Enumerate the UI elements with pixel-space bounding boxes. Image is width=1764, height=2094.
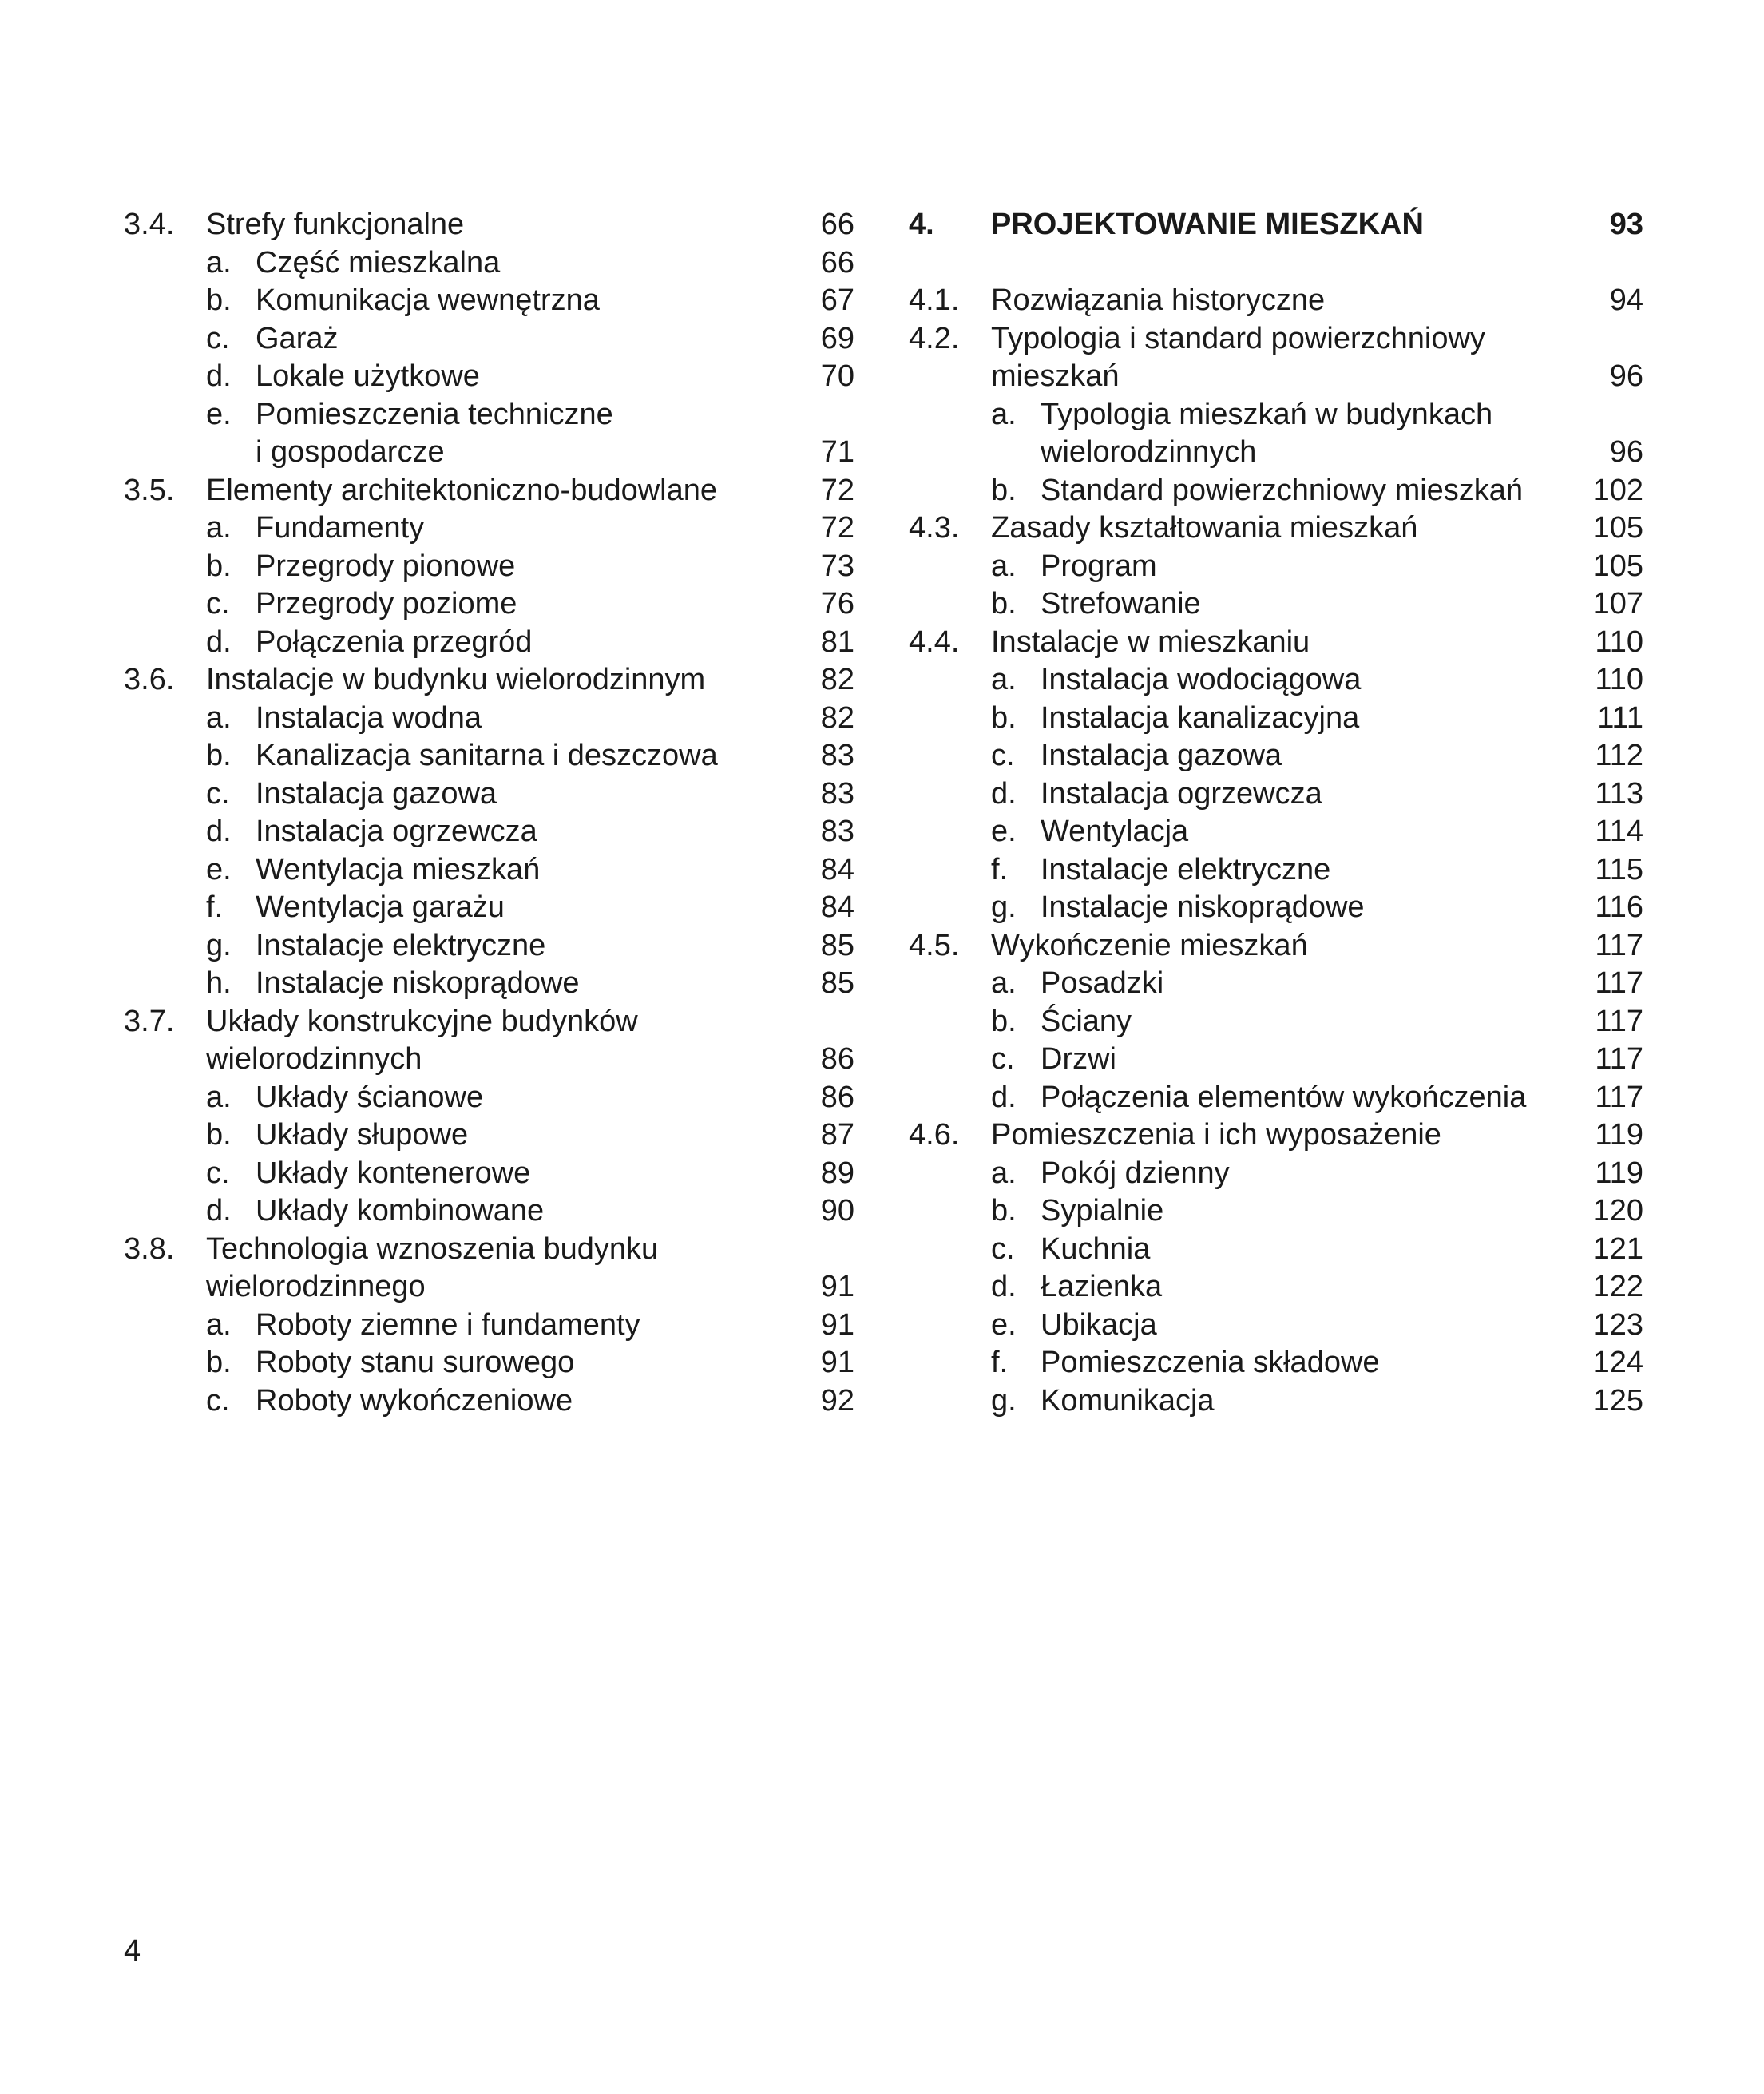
toc-entry-page: 84 <box>820 890 854 924</box>
toc-entry-letter: d. <box>206 815 232 848</box>
toc-entry-page: 89 <box>820 1156 854 1190</box>
toc-entry-letter: a. <box>206 1307 232 1342</box>
toc-entry-title: Wentylacja mieszkań <box>256 852 541 886</box>
toc-entry-page: 117 <box>1595 1042 1643 1076</box>
toc-entry-page: 66 <box>820 208 854 241</box>
toc-subentry <box>909 1344 1643 1382</box>
toc-entry-page: 82 <box>820 700 854 735</box>
toc-entry-letter: d. <box>991 1080 1017 1114</box>
toc-entry-title: Instalacje niskoprądowe <box>1041 890 1365 924</box>
toc-entry-page: 67 <box>820 284 854 317</box>
toc-entry-title: Część mieszkalna <box>256 245 501 280</box>
toc-entry-number: 3.7. <box>124 1004 175 1038</box>
toc-entry-letter: b. <box>206 549 232 583</box>
toc-subentry <box>124 585 854 624</box>
toc-subentry <box>909 661 1643 700</box>
toc-entry-number: 4.5. <box>909 928 960 962</box>
toc-entry-letter: c. <box>991 1231 1015 1266</box>
toc-entry-letter: a. <box>991 397 1017 431</box>
toc-entry-title: Przegrody pionowe <box>256 549 516 583</box>
toc-entry-page: 111 <box>1597 700 1643 735</box>
toc-subentry <box>909 472 1643 510</box>
toc-entry-title: i gospodarcze <box>256 435 445 469</box>
toc-subentry <box>124 927 854 966</box>
toc-entry-page: 91 <box>820 1270 854 1303</box>
toc-entry-page: 86 <box>820 1042 854 1076</box>
toc-entry-letter: a. <box>991 966 1017 1000</box>
toc-entry-title: Instalacja wodociągowa <box>1041 663 1362 696</box>
toc-entry-letter: c. <box>206 321 230 355</box>
toc-entry-title: Instalacja gazowa <box>256 776 497 811</box>
toc-entry-number: 4.6. <box>909 1118 960 1152</box>
toc-entry-letter: b. <box>991 1194 1017 1227</box>
toc-subentry <box>909 813 1643 851</box>
toc-chapter-heading <box>909 206 1643 244</box>
toc-subentry <box>909 1307 1643 1345</box>
toc-entry-page: 107 <box>1592 587 1643 621</box>
toc-entry-title: Instalacja wodna <box>256 700 482 735</box>
toc-entry-page: 81 <box>820 625 854 659</box>
toc-entry-title: Instalacje elektryczne <box>1041 852 1331 886</box>
toc-subentry <box>124 1344 854 1382</box>
toc-entry-letter: e. <box>206 397 232 431</box>
toc-entry-page: 72 <box>820 511 854 545</box>
toc-entry-title: Ubikacja <box>1041 1307 1157 1342</box>
toc-entry-page: 85 <box>820 928 854 962</box>
toc-entry-letter: e. <box>991 1307 1017 1342</box>
toc-entry-letter: b. <box>991 700 1017 735</box>
toc-entry-title: Drzwi <box>1041 1042 1116 1076</box>
toc-entry-page: 110 <box>1595 625 1643 659</box>
toc-section-entry <box>124 1231 854 1269</box>
toc-entry-title: Rozwiązania historyczne <box>991 284 1326 317</box>
toc-entry-page: 83 <box>820 739 854 772</box>
toc-entry-letter: c. <box>206 776 230 811</box>
toc-section-entry <box>909 624 1643 662</box>
toc-entry-page: 114 <box>1595 815 1643 848</box>
toc-section-entry <box>124 661 854 700</box>
toc-entry-letter: b. <box>206 284 232 317</box>
toc-entry-title: Ściany <box>1041 1004 1132 1038</box>
toc-subentry <box>909 1382 1643 1421</box>
toc-entry-title: Garaż <box>256 321 339 355</box>
toc-entry-page: 94 <box>1609 284 1643 317</box>
toc-entry-title: Pomieszczenia techniczne <box>256 397 613 431</box>
toc-entry-letter: a. <box>206 700 232 735</box>
toc-entry-title: Układy konstrukcyjne budynków <box>206 1004 638 1038</box>
toc-subentry <box>124 396 854 434</box>
toc-section-entry <box>124 1268 854 1307</box>
toc-entry-letter: b. <box>991 1004 1017 1038</box>
page-number: 4 <box>124 1934 141 1968</box>
toc-entry-letter: b. <box>991 587 1017 621</box>
toc-entry-title: Wentylacja <box>1041 815 1189 848</box>
toc-entry-letter: d. <box>206 359 232 393</box>
toc-subentry <box>124 889 854 927</box>
toc-entry-letter: h. <box>206 966 232 1000</box>
toc-subentry <box>124 1307 854 1345</box>
toc-entry-number: 3.5. <box>124 473 175 507</box>
toc-entry-page: 70 <box>820 359 854 393</box>
toc-entry-title: Posadzki <box>1041 966 1164 1000</box>
toc-subentry <box>909 851 1643 890</box>
toc-subentry <box>909 700 1643 738</box>
toc-entry-letter: e. <box>206 852 232 886</box>
toc-entry-letter: f. <box>991 1346 1009 1379</box>
toc-entry-letter: c. <box>206 587 230 621</box>
toc-entry-page: 90 <box>820 1194 854 1227</box>
toc-entry-number: 4.4. <box>909 625 960 659</box>
toc-subentry <box>124 434 854 472</box>
toc-entry-page: 125 <box>1592 1383 1643 1418</box>
toc-left-column <box>124 206 854 1420</box>
toc-entry-letter: c. <box>206 1383 230 1418</box>
toc-entry-letter: f. <box>206 890 224 924</box>
toc-entry-letter: a. <box>206 245 232 280</box>
toc-entry-page: 124 <box>1592 1346 1643 1379</box>
toc-entry-letter: d. <box>206 1194 232 1227</box>
toc-subentry <box>124 965 854 1003</box>
toc-subentry <box>909 889 1643 927</box>
toc-entry-title: Fundamenty <box>256 511 425 545</box>
toc-entry-page: 86 <box>820 1080 854 1114</box>
toc-subentry <box>909 434 1643 472</box>
toc-subentry <box>909 737 1643 775</box>
toc-entry-title: Instalacja ogrzewcza <box>1041 776 1322 811</box>
toc-entry-letter: c. <box>991 739 1015 772</box>
toc-entry-title: Strefowanie <box>1041 587 1201 621</box>
toc-entry-page: 91 <box>820 1346 854 1379</box>
toc-section-entry <box>124 472 854 510</box>
toc-entry-page: 105 <box>1592 549 1643 583</box>
toc-subentry <box>909 585 1643 624</box>
toc-entry-title: Typologia mieszkań w budynkach <box>1041 397 1493 431</box>
toc-spacer <box>909 244 1643 283</box>
toc-subentry <box>909 1079 1643 1117</box>
toc-entry-letter: b. <box>206 1118 232 1152</box>
toc-right-column <box>909 206 1643 1420</box>
toc-section-entry <box>909 282 1643 320</box>
toc-subentry <box>909 965 1643 1003</box>
toc-entry-title: PROJEKTOWANIE MIESZKAŃ <box>991 208 1424 241</box>
toc-subentry <box>909 1041 1643 1079</box>
toc-entry-letter: f. <box>991 852 1009 886</box>
toc-entry-title: wielorodzinnego <box>206 1270 426 1303</box>
toc-entry-title: wielorodzinnych <box>206 1042 422 1076</box>
toc-entry-page: 93 <box>1609 208 1643 241</box>
toc-entry-title: Lokale użytkowe <box>256 359 480 393</box>
toc-entry-page: 102 <box>1592 473 1643 507</box>
toc-entry-title: Instalacje w mieszkaniu <box>991 625 1310 659</box>
toc-entry-number: 3.6. <box>124 663 175 696</box>
toc-entry-page: 116 <box>1595 890 1643 924</box>
toc-entry-letter: d. <box>991 776 1017 811</box>
toc-entry-page: 120 <box>1592 1194 1643 1227</box>
toc-section-entry <box>124 1041 854 1079</box>
toc-entry-title: Pomieszczenia i ich wyposażenie <box>991 1118 1441 1152</box>
toc-entry-page: 110 <box>1595 663 1643 696</box>
toc-entry-page: 83 <box>820 815 854 848</box>
toc-entry-number: 3.4. <box>124 208 175 241</box>
toc-subentry <box>909 1155 1643 1193</box>
toc-section-entry <box>124 1003 854 1041</box>
toc-entry-title: Komunikacja <box>1041 1383 1215 1418</box>
toc-entry-number: 4.3. <box>909 511 960 545</box>
toc-entry-title: Roboty stanu surowego <box>256 1346 575 1379</box>
toc-entry-page: 73 <box>820 549 854 583</box>
toc-entry-title: Technologia wznoszenia budynku <box>206 1231 659 1266</box>
toc-subentry <box>124 700 854 738</box>
toc-entry-letter: g. <box>991 890 1017 924</box>
toc-subentry <box>909 1231 1643 1269</box>
toc-entry-page: 121 <box>1592 1231 1643 1266</box>
toc-entry-letter: d. <box>991 1270 1017 1303</box>
toc-entry-letter: g. <box>206 928 232 962</box>
toc-entry-page: 105 <box>1592 511 1643 545</box>
toc-section-entry <box>124 206 854 244</box>
toc-entry-title: Instalacja ogrzewcza <box>256 815 537 848</box>
toc-entry-title: Instalacje elektryczne <box>256 928 546 962</box>
toc-entry-page: 87 <box>820 1118 854 1152</box>
toc-subentry <box>909 775 1643 814</box>
toc-entry-page: 83 <box>820 776 854 811</box>
toc-entry-title: Roboty wykończeniowe <box>256 1383 573 1418</box>
toc-subentry <box>909 1268 1643 1307</box>
toc-entry-title: Układy ścianowe <box>256 1080 484 1114</box>
toc-entry-title: Łazienka <box>1041 1270 1163 1303</box>
toc-entry-title: Sypialnie <box>1041 1194 1164 1227</box>
toc-entry-number: 3.8. <box>124 1231 175 1266</box>
toc-entry-page: 117 <box>1595 966 1643 1000</box>
toc-entry-letter: a. <box>206 1080 232 1114</box>
toc-entry-title: Połączenia elementów wykończenia <box>1041 1080 1527 1114</box>
toc-entry-title: Instalacje w budynku wielorodzinnym <box>206 663 706 696</box>
toc-entry-letter: a. <box>991 663 1017 696</box>
toc-subentry <box>124 1192 854 1231</box>
toc-entry-title: Kuchnia <box>1041 1231 1151 1266</box>
toc-entry-title: Instalacje niskoprądowe <box>256 966 580 1000</box>
toc-entry-page: 91 <box>820 1307 854 1342</box>
toc-subentry <box>909 396 1643 434</box>
toc-entry-title: Układy kombinowane <box>256 1194 545 1227</box>
toc-entry-title: Wentylacja garażu <box>256 890 505 924</box>
toc-entry-page: 96 <box>1609 359 1643 393</box>
toc-entry-title: Strefy funkcjonalne <box>206 208 465 241</box>
toc-entry-title: Roboty ziemne i fundamenty <box>256 1307 640 1342</box>
toc-entry-number: 4. <box>909 208 934 241</box>
toc-entry-page: 96 <box>1609 435 1643 469</box>
toc-subentry <box>124 1382 854 1421</box>
toc-subentry <box>909 1003 1643 1041</box>
toc-subentry <box>124 851 854 890</box>
toc-entry-title: Program <box>1041 549 1157 583</box>
toc-entry-letter: a. <box>991 1156 1017 1190</box>
toc-entry-title: Standard powierzchniowy mieszkań <box>1041 473 1524 507</box>
toc-subentry <box>124 775 854 814</box>
toc-entry-page: 66 <box>820 245 854 280</box>
toc-subentry <box>124 1155 854 1193</box>
toc-entry-page: 119 <box>1595 1118 1643 1152</box>
toc-subentry <box>124 548 854 586</box>
toc-entry-title: Kanalizacja sanitarna i deszczowa <box>256 739 718 772</box>
toc-entry-page: 76 <box>820 587 854 621</box>
toc-entry-title: Układy kontenerowe <box>256 1156 531 1190</box>
toc-entry-letter: a. <box>206 511 232 545</box>
toc-entry-page: 115 <box>1595 852 1643 886</box>
toc-entry-title: Instalacja kanalizacyjna <box>1041 700 1360 735</box>
toc-entry-title: Pokój dzienny <box>1041 1156 1230 1190</box>
toc-section-entry <box>909 358 1643 396</box>
toc-section-entry <box>909 1116 1643 1155</box>
toc-entry-title: Układy słupowe <box>256 1118 469 1152</box>
toc-entry-title: Pomieszczenia składowe <box>1041 1346 1380 1379</box>
toc-subentry <box>124 1079 854 1117</box>
toc-entry-letter: g. <box>991 1383 1017 1418</box>
toc-section-entry <box>909 320 1643 359</box>
toc-entry-page: 117 <box>1595 1080 1643 1114</box>
toc-entry-title: Instalacja gazowa <box>1041 739 1282 772</box>
toc-subentry <box>124 737 854 775</box>
toc-entry-letter: b. <box>206 1346 232 1379</box>
toc-entry-title: wielorodzinnych <box>1041 435 1257 469</box>
toc-entry-title: Wykończenie mieszkań <box>991 928 1308 962</box>
toc-section-entry <box>909 927 1643 966</box>
toc-entry-page: 123 <box>1592 1307 1643 1342</box>
toc-entry-number: 4.2. <box>909 321 960 355</box>
toc-entry-page: 71 <box>820 435 854 469</box>
toc-entry-title: Przegrody poziome <box>256 587 517 621</box>
toc-entry-page: 113 <box>1595 776 1643 811</box>
toc-entry-letter: e. <box>991 815 1017 848</box>
toc-entry-page: 92 <box>820 1383 854 1418</box>
toc-entry-title: Elementy architektoniczno-budowlane <box>206 473 718 507</box>
toc-entry-page: 84 <box>820 852 854 886</box>
toc-subentry <box>124 320 854 359</box>
toc-subentry <box>124 813 854 851</box>
toc-entry-page: 119 <box>1595 1156 1643 1190</box>
toc-entry-title: mieszkań <box>991 359 1120 393</box>
toc-subentry <box>909 548 1643 586</box>
toc-entry-page: 112 <box>1595 739 1643 772</box>
toc-entry-page: 117 <box>1595 1004 1643 1038</box>
toc-entry-letter: b. <box>206 739 232 772</box>
toc-entry-letter: a. <box>991 549 1017 583</box>
toc-entry-number: 4.1. <box>909 284 960 317</box>
toc-entry-letter: b. <box>991 473 1017 507</box>
toc-subentry <box>124 624 854 662</box>
toc-entry-title: Zasady kształtowania mieszkań <box>991 511 1418 545</box>
toc-entry-title: Połączenia przegród <box>256 625 533 659</box>
toc-subentry <box>124 1116 854 1155</box>
toc-subentry <box>909 1192 1643 1231</box>
toc-entry-letter: d. <box>206 625 232 659</box>
toc-entry-page: 117 <box>1595 928 1643 962</box>
toc-subentry <box>124 244 854 283</box>
toc-entry-page: 69 <box>820 321 854 355</box>
toc-entry-page: 72 <box>820 473 854 507</box>
toc-entry-page: 85 <box>820 966 854 1000</box>
toc-subentry <box>124 282 854 320</box>
toc-subentry <box>124 358 854 396</box>
toc-entry-letter: c. <box>206 1156 230 1190</box>
toc-entry-letter: c. <box>991 1042 1015 1076</box>
toc-entry-title: Typologia i standard powierzchniowy <box>991 321 1485 355</box>
toc-entry-page: 122 <box>1592 1270 1643 1303</box>
toc-subentry <box>124 510 854 548</box>
toc-section-entry <box>909 510 1643 548</box>
toc-entry-page: 82 <box>820 663 854 696</box>
toc-entry-title: Komunikacja wewnętrzna <box>256 284 600 317</box>
